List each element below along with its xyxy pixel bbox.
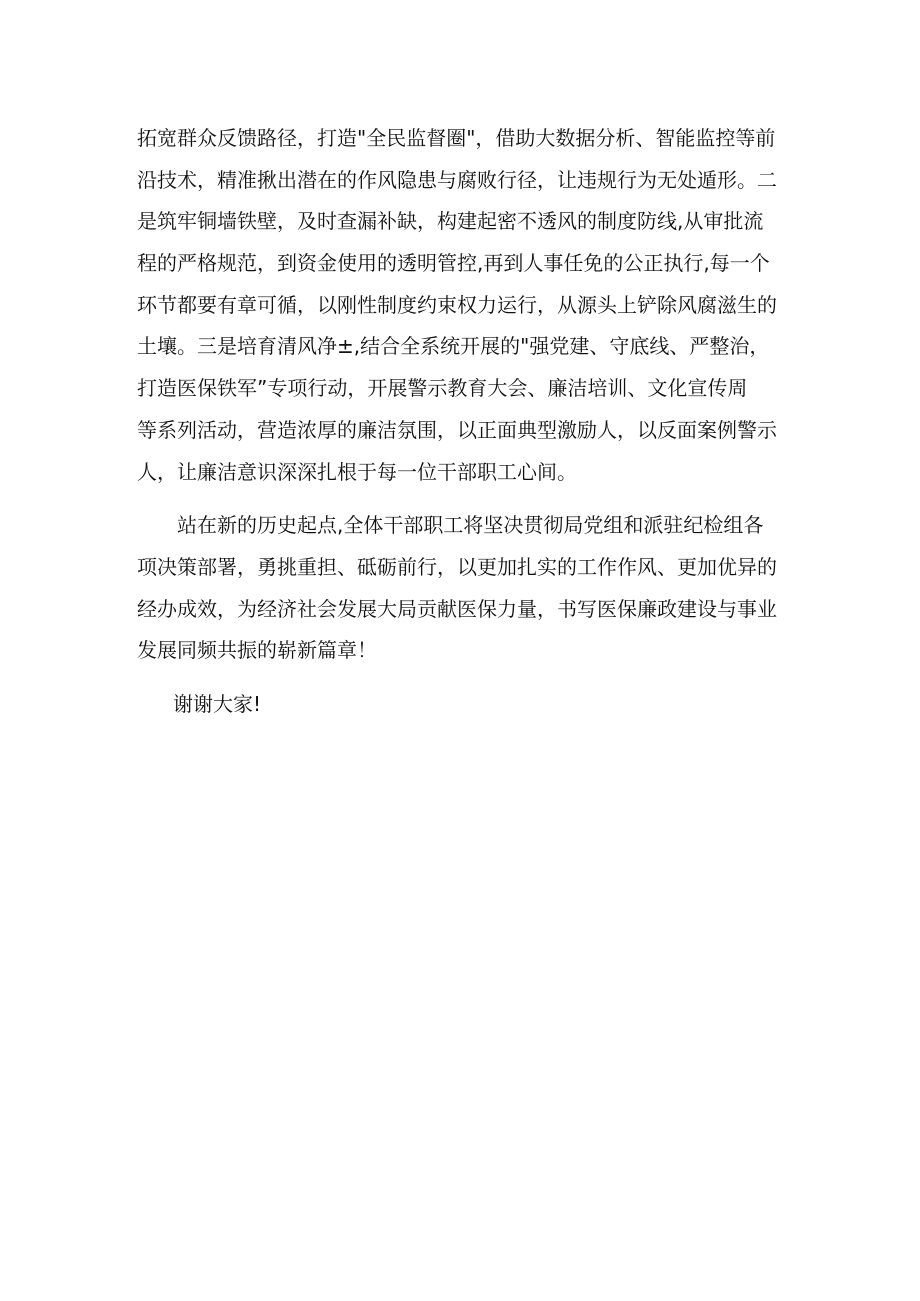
text-line: 环节都要有章可循，以刚性制度约束权力运行，从源头上铲除风腐滋生的 [137, 292, 777, 317]
paragraph-gap [137, 672, 777, 684]
paragraph-2 [137, 505, 777, 672]
text-line: 程的严格规范，到资金使用的透明管控,再到人事任免的公正执行,每一个 [137, 251, 770, 276]
text-line: 拓宽群众反馈路径，打造"全民监督圈"，借助大数据分析、智能监控等前 [137, 126, 776, 150]
paragraph-1 [137, 118, 777, 493]
text-line: 沿技术，精准揪出潜在的作风隐患与腐败行径，让违规行为无处遁形。二 [137, 167, 777, 192]
text-line: 站在新的历史起点,全体干部职工将坚决贯彻局党组和派驻纪检组各 [177, 513, 764, 538]
text-line: 等系列活动，营造浓厚的廉洁氛围，以正面典型激励人，以反面案例警示 [137, 417, 777, 442]
text-line: 打造医保铁军”专项行动，开展警示教育大会、廉洁培训、文化宣传周 [137, 376, 748, 401]
paragraph-gap [137, 493, 777, 505]
document-body [137, 118, 777, 726]
text-line: 人，让廉洁意识深深扎根于每一位干部职工心间。 [137, 459, 577, 484]
closing-remark: 谢谢大家! [173, 691, 262, 716]
text-line: 经办成效，为经济社会发展大局贡献医保力量，书写医保廉政建设与事业 [137, 596, 777, 621]
text-line: 项决策部署，勇挑重担、砥砺前行，以更加扎实的工作作风、更加优异的 [137, 554, 777, 579]
text-line: 发展同频共振的崭新篇章！ [137, 638, 377, 663]
text-line: 是筑牢铜墙铁壁，及时查漏补缺，构建起密不透风的制度防线,从审批流 [137, 209, 764, 234]
text-line: 土壤。三是培育清风净±,结合全系统开展的"强党建、守底线、严整治， [137, 334, 770, 359]
